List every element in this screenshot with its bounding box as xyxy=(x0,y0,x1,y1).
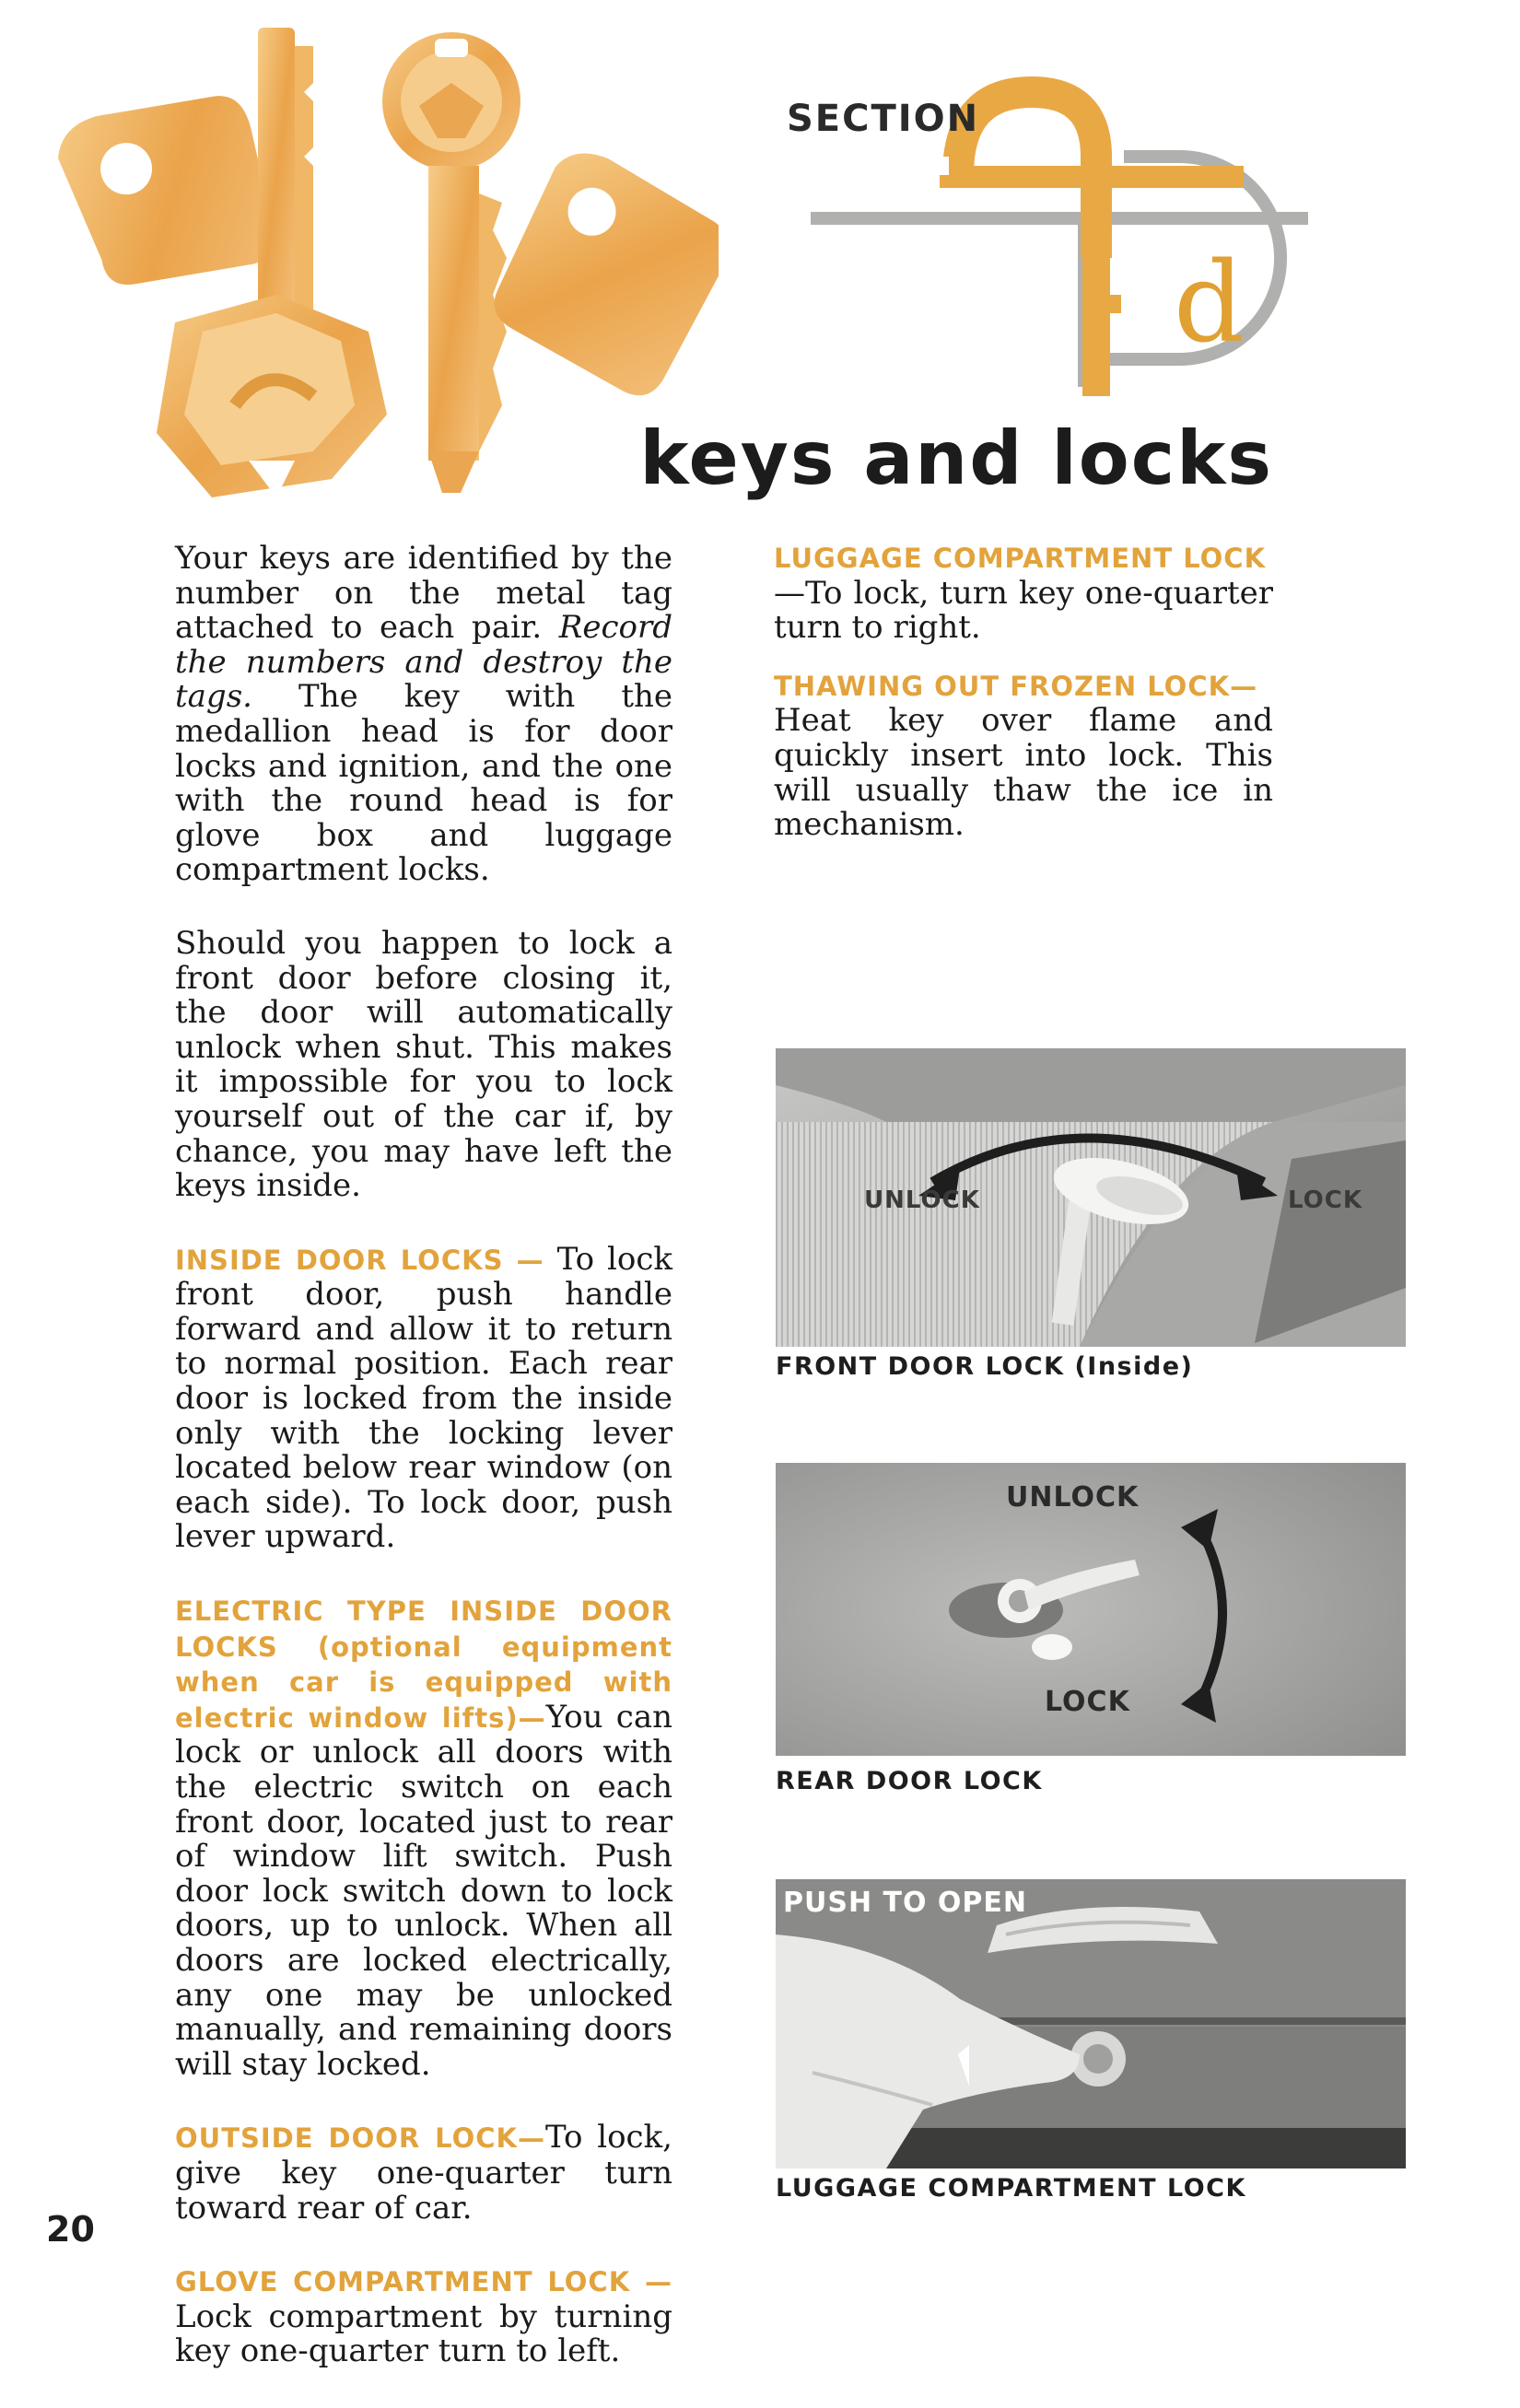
front-door-lock-caption: FRONT DOOR LOCK (Inside) xyxy=(776,1352,1194,1381)
key-tag-right-icon xyxy=(480,139,719,409)
rear-door-lock-caption: REAR DOOR LOCK xyxy=(776,1767,1043,1795)
glove-lock-paragraph xyxy=(175,2264,672,2369)
luggage-lock-text: —To lock, turn key one-quarter turn to right. xyxy=(774,574,1273,647)
round-head-key-icon xyxy=(382,32,520,493)
luggage-lock-paragraph xyxy=(774,542,1273,646)
luggage-lock-photo xyxy=(776,1879,1406,2168)
thawing-heading: THAWING OUT FROZEN LOCK— xyxy=(774,670,1258,702)
electric-locks-heading: ELECTRIC TYPE INSIDE DOOR LOCKS (optional equipment when car is equipped with electric window lifts)— xyxy=(175,1596,672,1734)
luggage-lock-heading: LUGGAGE COMPARTMENT LOCK xyxy=(774,543,1267,574)
glove-lock-heading: GLOVE COMPARTMENT LOCK — xyxy=(175,2266,672,2298)
front-door-lock-photo xyxy=(776,1048,1406,1347)
right-column xyxy=(774,542,1273,882)
section-emblem xyxy=(774,37,1327,405)
thawing-text: Heat key over flame and quickly insert into lock. This will usually thaw the ice in mechanism. xyxy=(774,702,1273,844)
front-door-note: Should you happen to lock a front door before closing it, the door will automatically unlock when shut. This makes it impossible for you to lock yourself out of the car if, by chance, you may have left the keys inside. xyxy=(175,924,672,1205)
page-number: 20 xyxy=(46,2209,95,2250)
intro-italic-text: Record the numbers and destroy the tags. xyxy=(175,609,672,716)
luggage-lock-caption: LUGGAGE COMPARTMENT LOCK xyxy=(776,2174,1246,2203)
rear-unlock-label: UNLOCK xyxy=(1006,1481,1140,1514)
intro-text: Your keys are identified by the number on the metal tag attached to each pair. xyxy=(175,540,672,647)
push-to-open-label: PUSH TO OPEN xyxy=(783,1887,1028,1919)
outside-door-lock-text: To lock, give key one-quarter turn toward rear of car. xyxy=(175,2119,672,2227)
section-letter: d xyxy=(1174,240,1245,368)
inside-door-locks-heading: INSIDE DOOR LOCKS — xyxy=(175,1244,544,1276)
glove-lock-text: Lock compartment by turning key one-quarter turn to left. xyxy=(175,2297,672,2370)
front-lock-label: LOCK xyxy=(1288,1186,1362,1214)
keys-illustration xyxy=(37,18,719,516)
section-word: SECTION xyxy=(787,98,980,140)
electric-locks-paragraph xyxy=(175,1594,672,2082)
page-title: keys and locks xyxy=(639,415,1273,501)
inside-door-locks-paragraph xyxy=(175,1240,672,1556)
left-column xyxy=(175,542,672,2408)
front-unlock-label: UNLOCK xyxy=(864,1186,980,1214)
intro-text-continued: The key with the medallion head is for door locks and ignition, and the one with the round head is for glove box and luggage compartment locks. xyxy=(175,678,672,889)
thawing-paragraph xyxy=(774,670,1273,843)
outside-door-lock-paragraph xyxy=(175,2121,672,2226)
inside-door-locks-text: To lock front door, push handle forward and allow it to return to normal position. Each rear door is locked from the inside only with the locking lever located below rear window (on each side). To lock door, push lever upward. xyxy=(175,1240,672,1556)
intro-paragraph xyxy=(175,542,672,888)
electric-locks-text: You can lock or unlock all doors with the electric switch on each front door, located just to rear of window lift switch. Push door lock switch down to lock doors, up to unlock. When all doors are locked electrically, any one may be unlocked manually, and remaining doors will stay locked. xyxy=(175,1698,672,2083)
rear-door-lock-photo xyxy=(776,1463,1406,1756)
rear-lock-label: LOCK xyxy=(1045,1686,1130,1718)
outside-door-lock-heading: OUTSIDE DOOR LOCK— xyxy=(175,2122,546,2155)
